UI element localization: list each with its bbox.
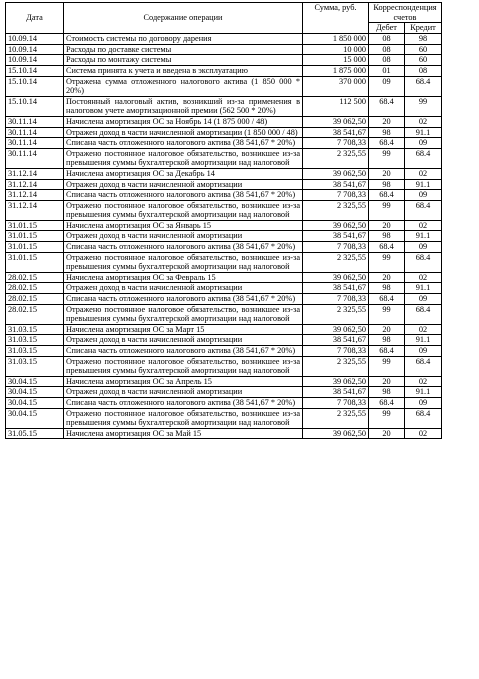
credit-cell: 09: [405, 242, 442, 253]
table-row: [6, 65, 442, 76]
amount-cell: 38 541,67: [303, 335, 369, 346]
date-cell: 30.04.15: [6, 387, 64, 398]
date-cell: 10.09.14: [6, 44, 64, 55]
description-cell: Отражен доход в части начисленной амортизации (1 850 000 / 48): [64, 127, 303, 138]
debit-cell: 20: [369, 376, 405, 387]
date-cell: 30.04.15: [6, 408, 64, 428]
debit-cell: 68.4: [369, 96, 405, 116]
debit-cell: 98: [369, 127, 405, 138]
debit-cell: 68.4: [369, 190, 405, 201]
debit-cell: 99: [369, 304, 405, 324]
debit-header: Дебет: [369, 23, 405, 34]
description-cell: Начислена амортизация ОС за Март 15: [64, 324, 303, 335]
credit-cell: 91.1: [405, 335, 442, 346]
description-cell: Списана часть отложенного налогового актива (38 541,67 * 20%): [64, 138, 303, 149]
date-cell: 28.02.15: [6, 294, 64, 305]
table-row: [6, 335, 442, 346]
credit-cell: 02: [405, 428, 442, 439]
table-row: [6, 242, 442, 253]
amount-cell: 2 325,55: [303, 252, 369, 272]
description-cell: Расходы по доставке системы: [64, 44, 303, 55]
credit-cell: 91.1: [405, 387, 442, 398]
description-cell: Отражено постоянное налоговое обязательство, возникшее из-за превышения суммы бухгалтерской амортизации над налоговой: [64, 148, 303, 168]
debit-cell: 20: [369, 168, 405, 179]
amount-cell: 38 541,67: [303, 283, 369, 294]
table-row: [6, 138, 442, 149]
credit-cell: 60: [405, 44, 442, 55]
table-row: [6, 272, 442, 283]
amount-cell: 7 708,33: [303, 346, 369, 357]
date-header: Дата: [6, 3, 64, 34]
amount-cell: 2 325,55: [303, 356, 369, 376]
table-row: [6, 190, 442, 201]
amount-cell: 370 000: [303, 76, 369, 96]
date-cell: 31.01.15: [6, 231, 64, 242]
date-cell: 15.10.14: [6, 76, 64, 96]
date-cell: 30.11.14: [6, 116, 64, 127]
correspondence-header: Корреспонденция счетов: [369, 3, 442, 23]
amount-cell: 1 875 000: [303, 65, 369, 76]
debit-cell: 20: [369, 116, 405, 127]
debit-cell: 68.4: [369, 242, 405, 253]
description-cell: Расходы по монтажу системы: [64, 55, 303, 66]
table-row: [6, 252, 442, 272]
date-cell: 31.01.15: [6, 220, 64, 231]
credit-cell: 68.4: [405, 356, 442, 376]
credit-cell: 02: [405, 220, 442, 231]
description-cell: Начислена амортизация ОС за Декабрь 14: [64, 168, 303, 179]
amount-cell: 15 000: [303, 55, 369, 66]
date-cell: 31.05.15: [6, 428, 64, 439]
amount-cell: 2 325,55: [303, 148, 369, 168]
credit-cell: 68.4: [405, 200, 442, 220]
table-row: [6, 387, 442, 398]
debit-cell: 98: [369, 283, 405, 294]
description-cell: Начислена амортизация ОС за Январь 15: [64, 220, 303, 231]
debit-cell: 99: [369, 252, 405, 272]
credit-cell: 08: [405, 65, 442, 76]
table-row: [6, 428, 442, 439]
table-row: [6, 55, 442, 66]
amount-cell: 38 541,67: [303, 231, 369, 242]
credit-cell: 02: [405, 168, 442, 179]
credit-cell: 09: [405, 138, 442, 149]
description-cell: Отражен доход в части начисленной амортизации: [64, 335, 303, 346]
description-cell: Отражено постоянное налоговое обязательство, возникшее из-за превышения суммы бухгалтерской амортизации над налоговой: [64, 408, 303, 428]
amount-cell: 1 850 000: [303, 34, 369, 45]
table-row: [6, 231, 442, 242]
debit-cell: 98: [369, 387, 405, 398]
amount-cell: 7 708,33: [303, 397, 369, 408]
credit-cell: 09: [405, 346, 442, 357]
description-cell: Отражено постоянное налоговое обязательство, возникшее из-за превышения суммы бухгалтерской амортизации над налоговой: [64, 200, 303, 220]
date-cell: 30.04.15: [6, 397, 64, 408]
date-cell: 31.01.15: [6, 252, 64, 272]
debit-cell: 99: [369, 408, 405, 428]
debit-cell: 68.4: [369, 346, 405, 357]
amount-cell: 7 708,33: [303, 138, 369, 149]
date-cell: 15.10.14: [6, 96, 64, 116]
description-cell: Система принята к учета и введена в эксплуатацию: [64, 65, 303, 76]
description-cell: Начислена амортизация ОС за Ноябрь 14 (1 875 000 / 48): [64, 116, 303, 127]
debit-cell: 08: [369, 55, 405, 66]
amount-cell: 38 541,67: [303, 179, 369, 190]
date-cell: 31.01.15: [6, 242, 64, 253]
table-row: [6, 34, 442, 45]
description-cell: Начислена амортизация ОС за Февраль 15: [64, 272, 303, 283]
date-cell: 28.02.15: [6, 304, 64, 324]
table-row: [6, 148, 442, 168]
debit-cell: 01: [369, 65, 405, 76]
operations-body: [6, 34, 442, 439]
description-cell: Списана часть отложенного налогового актива (38 541,67 * 20%): [64, 397, 303, 408]
debit-cell: 99: [369, 200, 405, 220]
credit-cell: 09: [405, 397, 442, 408]
table-row: [6, 44, 442, 55]
description-cell: Начислена амортизация ОС за Апрель 15: [64, 376, 303, 387]
table-row: [6, 168, 442, 179]
date-cell: 28.02.15: [6, 272, 64, 283]
description-cell: Отражен доход в части начисленной амортизации: [64, 179, 303, 190]
description-cell: Отражен доход в части начисленной амортизации: [64, 283, 303, 294]
debit-cell: 08: [369, 34, 405, 45]
credit-cell: 68.4: [405, 408, 442, 428]
debit-cell: 98: [369, 335, 405, 346]
date-cell: 31.03.15: [6, 335, 64, 346]
description-cell: Списана часть отложенного налогового актива (38 541,67 * 20%): [64, 190, 303, 201]
date-cell: 31.12.14: [6, 168, 64, 179]
date-cell: 31.12.14: [6, 200, 64, 220]
amount-cell: 39 062,50: [303, 220, 369, 231]
description-cell: Начислена амортизация ОС за Май 15: [64, 428, 303, 439]
table-row: [6, 200, 442, 220]
date-cell: 15.10.14: [6, 65, 64, 76]
date-cell: 10.09.14: [6, 34, 64, 45]
credit-cell: 09: [405, 190, 442, 201]
debit-cell: 68.4: [369, 138, 405, 149]
table-row: [6, 220, 442, 231]
table-row: [6, 283, 442, 294]
description-cell: Списана часть отложенного налогового актива (38 541,67 * 20%): [64, 346, 303, 357]
amount-cell: 2 325,55: [303, 200, 369, 220]
amount-cell: 39 062,50: [303, 168, 369, 179]
credit-cell: 02: [405, 324, 442, 335]
debit-cell: 99: [369, 356, 405, 376]
date-cell: 10.09.14: [6, 55, 64, 66]
debit-cell: 98: [369, 179, 405, 190]
operations-table: [5, 2, 442, 439]
description-cell: Отражена сумма отложенного налогового актива (1 850 000 * 20%): [64, 76, 303, 96]
debit-cell: 98: [369, 231, 405, 242]
table-row: [6, 397, 442, 408]
table-row: [6, 324, 442, 335]
amount-cell: 39 062,50: [303, 376, 369, 387]
table-row: [6, 96, 442, 116]
date-cell: 28.02.15: [6, 283, 64, 294]
date-cell: 31.03.15: [6, 346, 64, 357]
date-cell: 30.11.14: [6, 148, 64, 168]
debit-cell: 20: [369, 324, 405, 335]
description-cell: Стоимость системы по договору дарения: [64, 34, 303, 45]
credit-cell: 02: [405, 272, 442, 283]
credit-cell: 91.1: [405, 127, 442, 138]
date-cell: 31.03.15: [6, 324, 64, 335]
credit-cell: 98: [405, 34, 442, 45]
amount-cell: 7 708,33: [303, 294, 369, 305]
date-cell: 31.12.14: [6, 179, 64, 190]
credit-cell: 60: [405, 55, 442, 66]
amount-cell: 7 708,33: [303, 242, 369, 253]
amount-cell: 38 541,67: [303, 127, 369, 138]
debit-cell: 99: [369, 148, 405, 168]
credit-cell: 68.4: [405, 304, 442, 324]
content-header: Содержание операции: [64, 3, 303, 34]
table-row: [6, 127, 442, 138]
amount-cell: 39 062,50: [303, 324, 369, 335]
date-cell: 31.03.15: [6, 356, 64, 376]
credit-header: Кредит: [405, 23, 442, 34]
credit-cell: 99: [405, 96, 442, 116]
amount-cell: 38 541,67: [303, 387, 369, 398]
description-cell: Списана часть отложенного налогового актива (38 541,67 * 20%): [64, 294, 303, 305]
credit-cell: 68.4: [405, 76, 442, 96]
date-cell: 30.04.15: [6, 376, 64, 387]
amount-cell: 112 500: [303, 96, 369, 116]
credit-cell: 02: [405, 116, 442, 127]
description-cell: Постоянный налоговый актив, возникший из-за применения в налоговом учете амортизационной премии (562 500 * 20%): [64, 96, 303, 116]
debit-cell: 08: [369, 44, 405, 55]
date-cell: 31.12.14: [6, 190, 64, 201]
table-row: [6, 304, 442, 324]
debit-cell: 20: [369, 272, 405, 283]
table-row: [6, 376, 442, 387]
description-cell: Отражен доход в части начисленной амортизации: [64, 387, 303, 398]
credit-cell: 09: [405, 294, 442, 305]
description-cell: Отражено постоянное налоговое обязательство, возникшее из-за превышения суммы бухгалтерской амортизации над налоговой: [64, 252, 303, 272]
table-row: [6, 179, 442, 190]
amount-cell: 2 325,55: [303, 304, 369, 324]
table-row: [6, 346, 442, 357]
credit-cell: 91.1: [405, 283, 442, 294]
table-row: [6, 76, 442, 96]
description-cell: Отражено постоянное налоговое обязательство, возникшее из-за превышения суммы бухгалтерской амортизации над налоговой: [64, 356, 303, 376]
description-cell: Отражено постоянное налоговое обязательство, возникшее из-за превышения суммы бухгалтерской амортизации над налоговой: [64, 304, 303, 324]
date-cell: 30.11.14: [6, 138, 64, 149]
description-cell: Списана часть отложенного налогового актива (38 541,67 * 20%): [64, 242, 303, 253]
debit-cell: 20: [369, 428, 405, 439]
credit-cell: 91.1: [405, 231, 442, 242]
credit-cell: 91.1: [405, 179, 442, 190]
debit-cell: 68.4: [369, 294, 405, 305]
table-row: [6, 408, 442, 428]
date-cell: 30.11.14: [6, 127, 64, 138]
amount-cell: 39 062,50: [303, 428, 369, 439]
description-cell: Отражен доход в части начисленной амортизации: [64, 231, 303, 242]
amount-cell: 7 708,33: [303, 190, 369, 201]
amount-cell: 39 062,50: [303, 116, 369, 127]
credit-cell: 68.4: [405, 252, 442, 272]
table-row: [6, 294, 442, 305]
amount-header: Сумма, руб.: [303, 3, 369, 34]
table-row: [6, 356, 442, 376]
credit-cell: 68.4: [405, 148, 442, 168]
table-row: [6, 116, 442, 127]
amount-cell: 39 062,50: [303, 272, 369, 283]
debit-cell: 09: [369, 76, 405, 96]
debit-cell: 20: [369, 220, 405, 231]
amount-cell: 2 325,55: [303, 408, 369, 428]
debit-cell: 68.4: [369, 397, 405, 408]
amount-cell: 10 000: [303, 44, 369, 55]
credit-cell: 02: [405, 376, 442, 387]
